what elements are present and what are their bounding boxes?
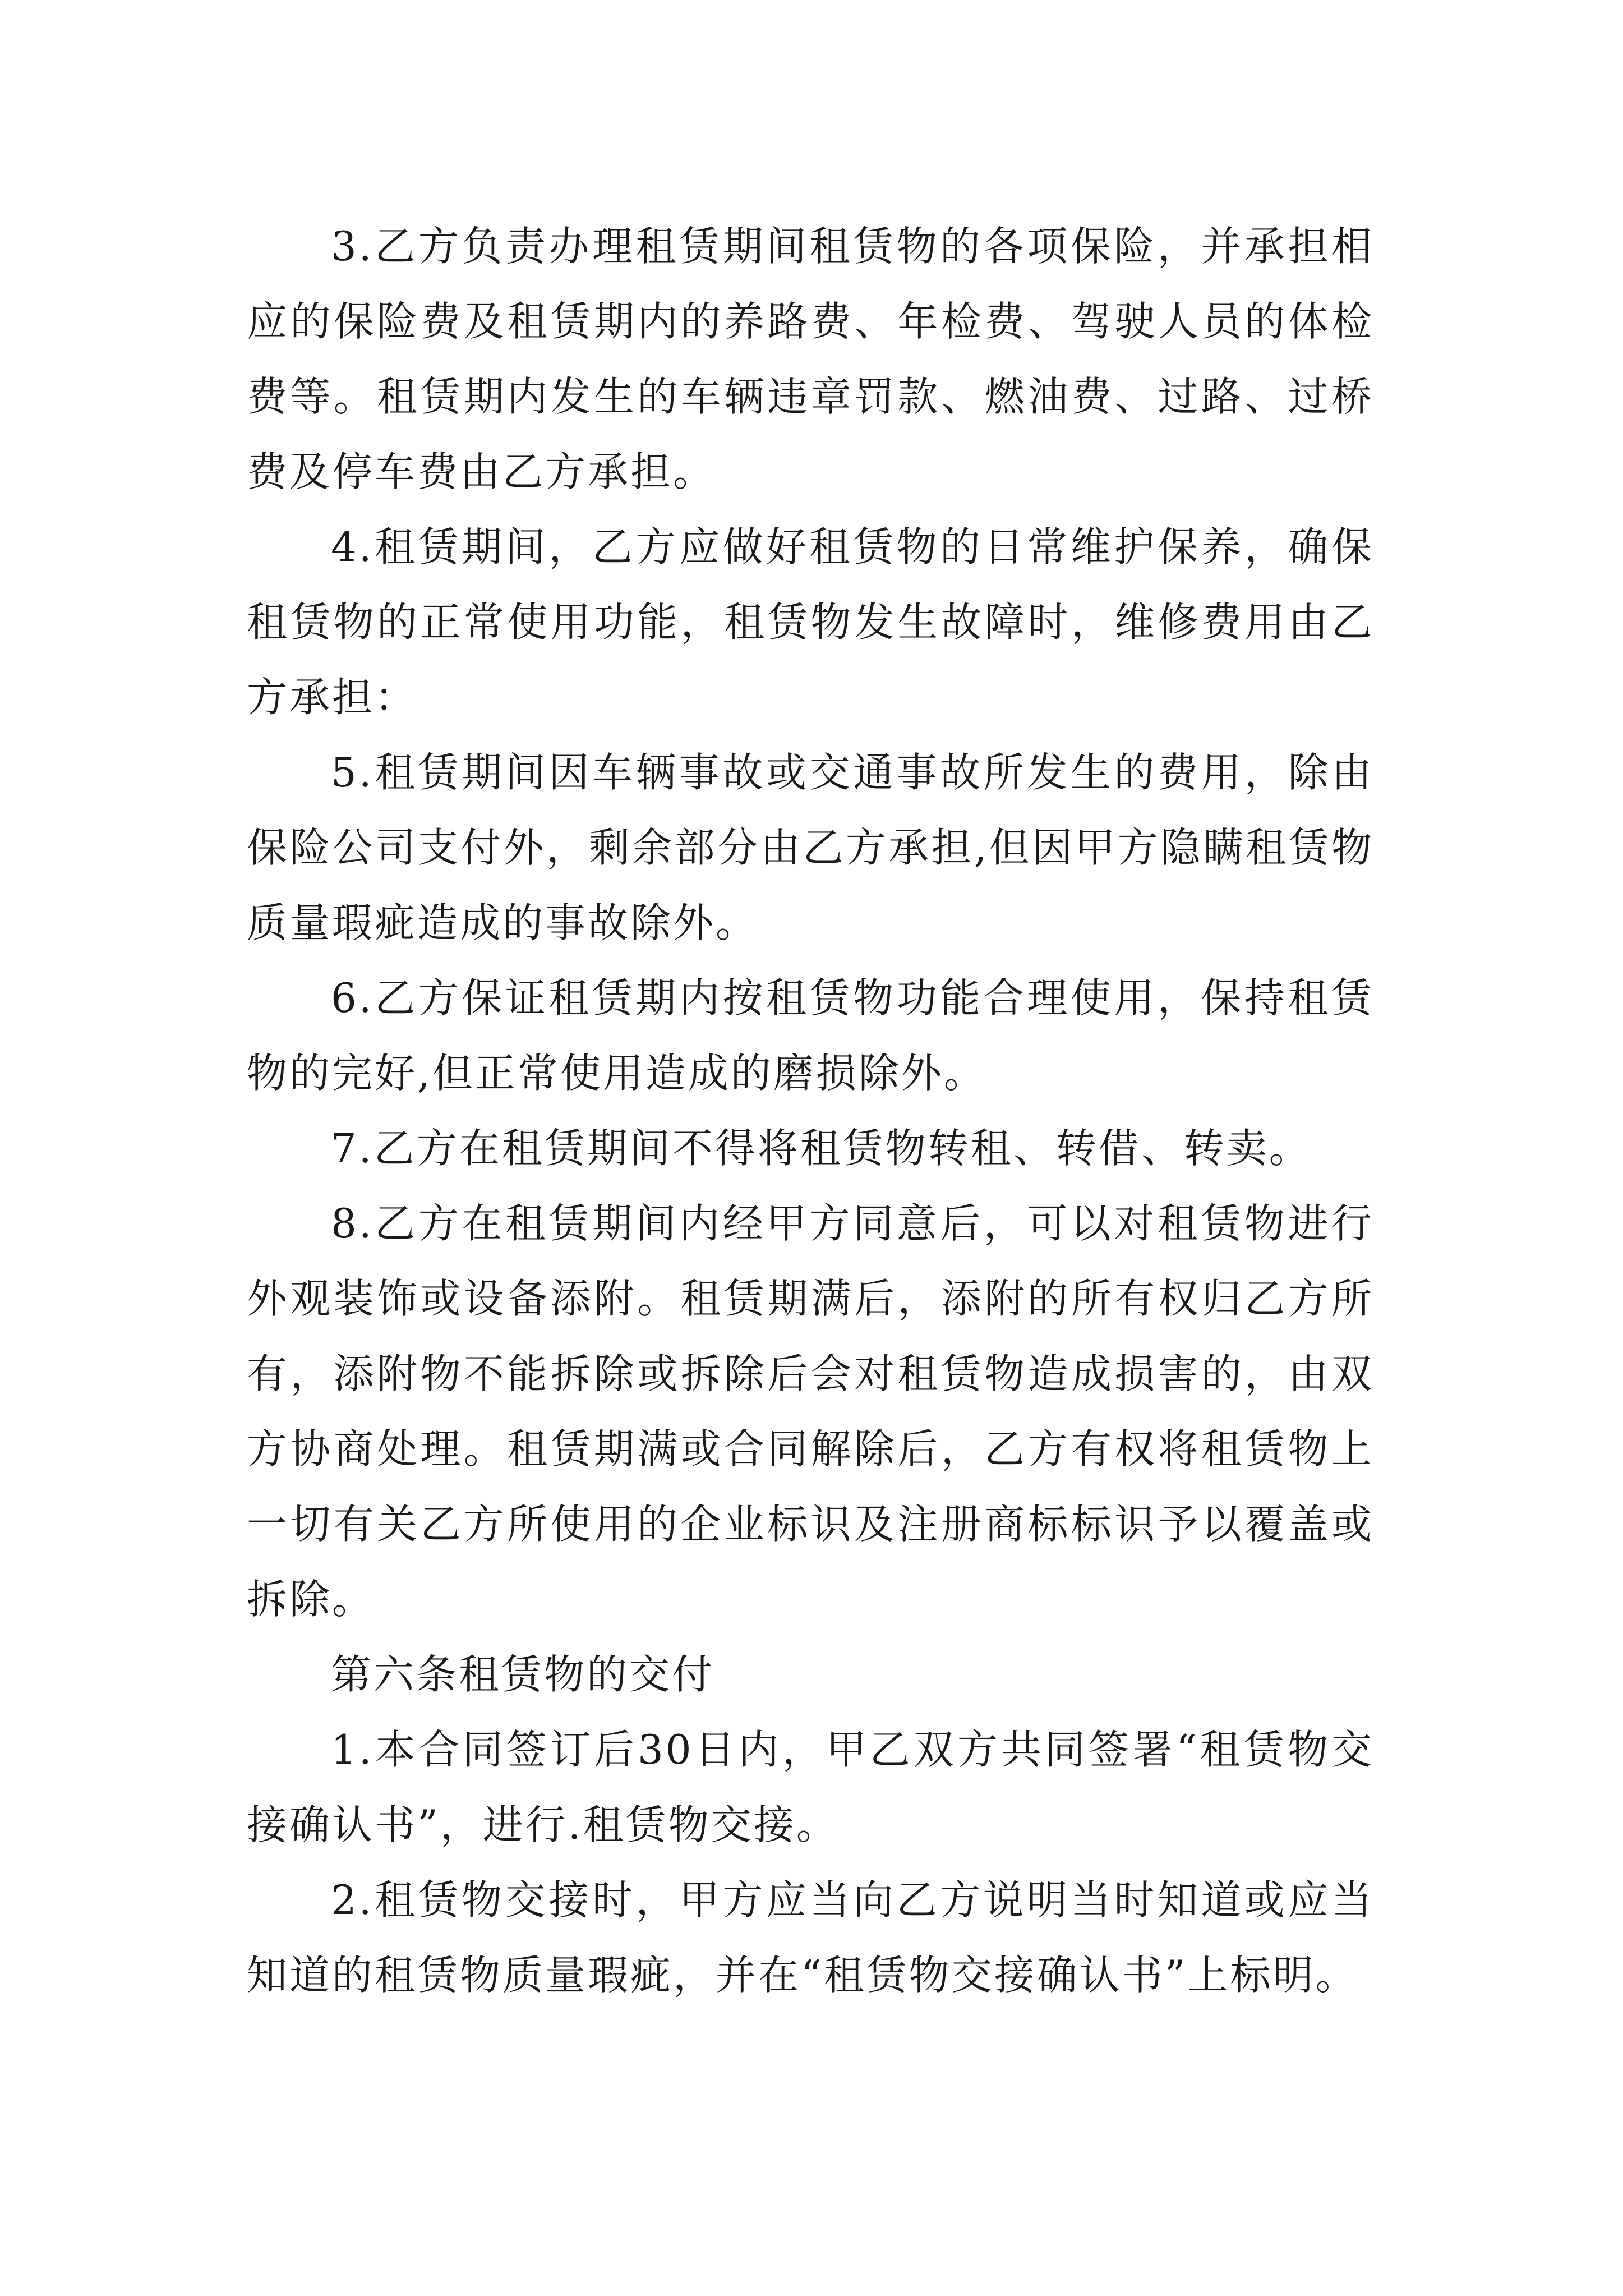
- paragraph-clause-4: 4.租赁期间，乙方应做好租赁物的日常维护保养，确保租赁物的正常使用功能，租赁物发生故障时，维修费用由乙方承担：: [247, 523, 1374, 721]
- paragraph-delivery-2: 2.租赁物交接时，甲方应当向乙方说明当时知道或应当知道的租赁物质量瑕疵，并在“租赁物交接确认书”上标明。: [247, 1876, 1374, 1999]
- paragraph-clause-6: 6.乙方保证租赁期内按租赁物功能合理使用，保持租赁物的完好,但正常使用造成的磨损除外。: [247, 974, 1374, 1097]
- paragraph-clause-5: 5.租赁期间因车辆事故或交通事故所发生的费用，除由保险公司支付外，剩余部分由乙方承担,但因甲方隐瞒租赁物质量瑕疵造成的事故除外。: [247, 749, 1374, 946]
- paragraph-clause-7: 7.乙方在租赁期间不得将租赁物转租、转借、转卖。: [331, 1125, 1312, 1172]
- section-heading-article-6: 第六条租赁物的交付: [331, 1651, 715, 1698]
- paragraph-clause-8: 8.乙方在租赁期间内经甲方同意后，可以对租赁物进行外观装饰或设备添附。租赁期满后，添附的所有权归乙方所有，添附物不能拆除或拆除后会对租赁物造成损害的，由双方协商处理。租赁期满或合同解除后，乙方有权将租赁物上一切有关乙方所使用的企业标识及注册商标标识予以覆盖或拆除。: [247, 1200, 1374, 1623]
- paragraph-clause-3: 3.乙方负责办理租赁期间租赁物的各项保险，并承担相应的保险费及租赁期内的养路费、年检费、驾驶人员的体检费等。租赁期内发生的车辆违章罚款、燃油费、过路、过桥费及停车费由乙方承担。: [247, 223, 1374, 495]
- document-body: [247, 209, 1374, 2013]
- paragraph-delivery-1: 1.本合同签订后30日内，甲乙双方共同签署“租赁物交接确认书”，进行.租赁物交接。: [247, 1726, 1374, 1848]
